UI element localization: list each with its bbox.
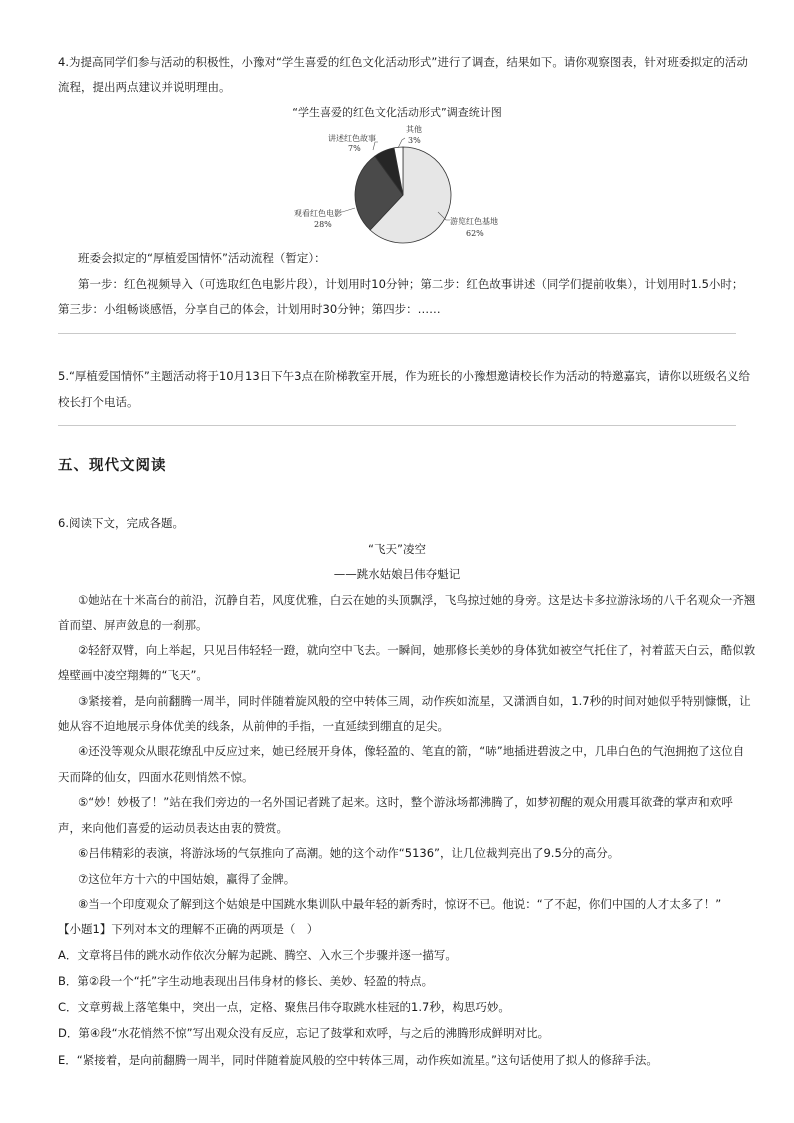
pie-pct-base: 62% — [466, 229, 484, 238]
plan-line2: 第三步：小组畅谈感悟，分享自己的体会，计划用时30分钟；第四步：…… — [58, 302, 441, 316]
pie-label-movie: 观看红色电影 — [294, 209, 342, 218]
option-e[interactable]: E．“紧接着，是向前翻腾一周半，同时伴随着旋风般的空中转体三周，动作疾如流星。”这句话使用了拟人的修辞手法。 — [58, 1053, 658, 1067]
para-3-line1: ③紧接着，是向前翻腾一周半，同时伴随着旋风般的空中转体三周，动作疾如流星，又潇洒自如，1.7秒的时间对她似乎特别慷慨，让 — [78, 694, 751, 708]
option-c[interactable]: C．文章剪裁上落笔集中，突出一点，定格、聚焦吕伟夺取跳水桂冠的1.7秒，构思巧妙。 — [58, 1000, 510, 1014]
pie-pct-movie: 28% — [314, 220, 332, 229]
pie-chart — [280, 120, 520, 245]
q5-text-line1: 5.“厚植爱国情怀”主题活动将于10月13日下午3点在阶梯教室开展，作为班长的小豫想邀请校长作为活动的特邀嘉宾，请你以班级名义给 — [58, 369, 750, 383]
passage-subtitle: ——跳水姑娘吕伟夺魁记 — [333, 567, 461, 581]
q4-text-line2: 流程，提出两点建议并说明理由。 — [58, 80, 231, 94]
pie-pct-other: 3% — [408, 136, 421, 145]
pie-label-base: 游览红色基地 — [450, 217, 498, 226]
para-3-line2: 她从容不迫地展示身体优美的线条，从前伸的手指，一直延续到绷直的足尖。 — [58, 719, 449, 733]
para-4-line1: ④还没等观众从眼花缭乱中反应过来，她已经展开身体，像轻盈的、笔直的箭，“哧”地插进碧波之中，几串白色的气泡拥抱了这位自 — [78, 744, 745, 758]
para-2-line1: ②轻舒双臂，向上举起，只见吕伟轻轻一蹬，就向空中飞去。一瞬间，她那修长美妙的身体犹如被空气托住了，衬着蓝天白云，酷似敦 — [78, 643, 756, 657]
q6-intro: 6.阅读下文，完成各题。 — [58, 516, 184, 530]
para-5-line1: ⑤“妙！妙极了！”站在我们旁边的一名外国记者跳了起来。这时，整个游泳场都沸腾了，如梦初醒的观众用震耳欲聋的掌声和欢呼 — [78, 795, 733, 809]
pie-pct-story: 7% — [348, 144, 361, 153]
section-title: 五、现代文阅读 — [58, 458, 167, 474]
option-a[interactable]: A．文章将吕伟的跳水动作依次分解为起跳、腾空、入水三个步骤并逐一描写。 — [58, 948, 457, 962]
para-1-line1: ①她站在十米高台的前沿，沉静自若，风度优雅，白云在她的头顶飘浮，飞鸟掠过她的身旁。这是达卡多拉游泳场的八千名观众一齐翘 — [78, 593, 756, 607]
option-d[interactable]: D．第④段“水花悄然不惊”写出观众没有反应，忘记了鼓掌和欢呼，与之后的沸腾形成鲜明对比。 — [58, 1026, 550, 1040]
para-1-line2: 首而望、屏声敛息的一刹那。 — [58, 618, 208, 632]
q5-text-line2: 校长打个电话。 — [58, 395, 139, 409]
para-6: ⑥吕伟精彩的表演，将游泳场的气氛推向了高潮。她的这个动作“5136”，让几位裁判亮出了9.5分的高分。 — [78, 846, 620, 860]
leader-story — [373, 142, 378, 150]
pie-label-story: 讲述红色故事 — [328, 134, 376, 143]
option-b[interactable]: B．第②段一个“托”字生动地表现出吕伟身材的修长、美妙、轻盈的特点。 — [58, 974, 434, 988]
para-7: ⑦这位年方十六的中国姑娘，赢得了金牌。 — [78, 872, 296, 886]
leader-other — [398, 138, 405, 148]
plan-intro: 班委会拟定的“厚植爱国情怀”活动流程（暂定）： — [78, 251, 326, 265]
divider-2 — [58, 425, 736, 426]
plan-line1: 第一步：红色视频导入（可选取红色电影片段），计划用时10分钟；第二步：红色故事讲述（同学们提前收集），计划用时1.5小时； — [78, 277, 744, 291]
para-2-line2: 煌壁画中凌空翔舞的“飞天”。 — [58, 668, 208, 682]
para-5-line2: 声，来向他们喜爱的运动员表达由衷的赞赏。 — [58, 821, 288, 835]
para-8: ⑧当一个印度观众了解到这个姑娘是中国跳水集训队中最年轻的新秀时，惊讶不已。他说：“了不起，你们中国的人才太多了！” — [78, 897, 722, 911]
q4-text-line1: 4.为提高同学们参与活动的积极性，小豫对“学生喜爱的红色文化活动形式”进行了调查，结果如下。请你观察图表，针对班委拟定的活动 — [58, 55, 748, 69]
pie-label-other: 其他 — [406, 125, 422, 134]
chart-title: “学生喜爱的红色文化活动形式”调查统计图 — [292, 106, 502, 119]
divider-1 — [58, 333, 736, 334]
subquestion-1: 【小题1】下列对本文的理解不正确的两项是（ ） — [58, 922, 319, 936]
para-4-line2: 天而降的仙女，四面水花则悄然不惊。 — [58, 770, 254, 784]
passage-title: “飞天”凌空 — [368, 542, 426, 556]
